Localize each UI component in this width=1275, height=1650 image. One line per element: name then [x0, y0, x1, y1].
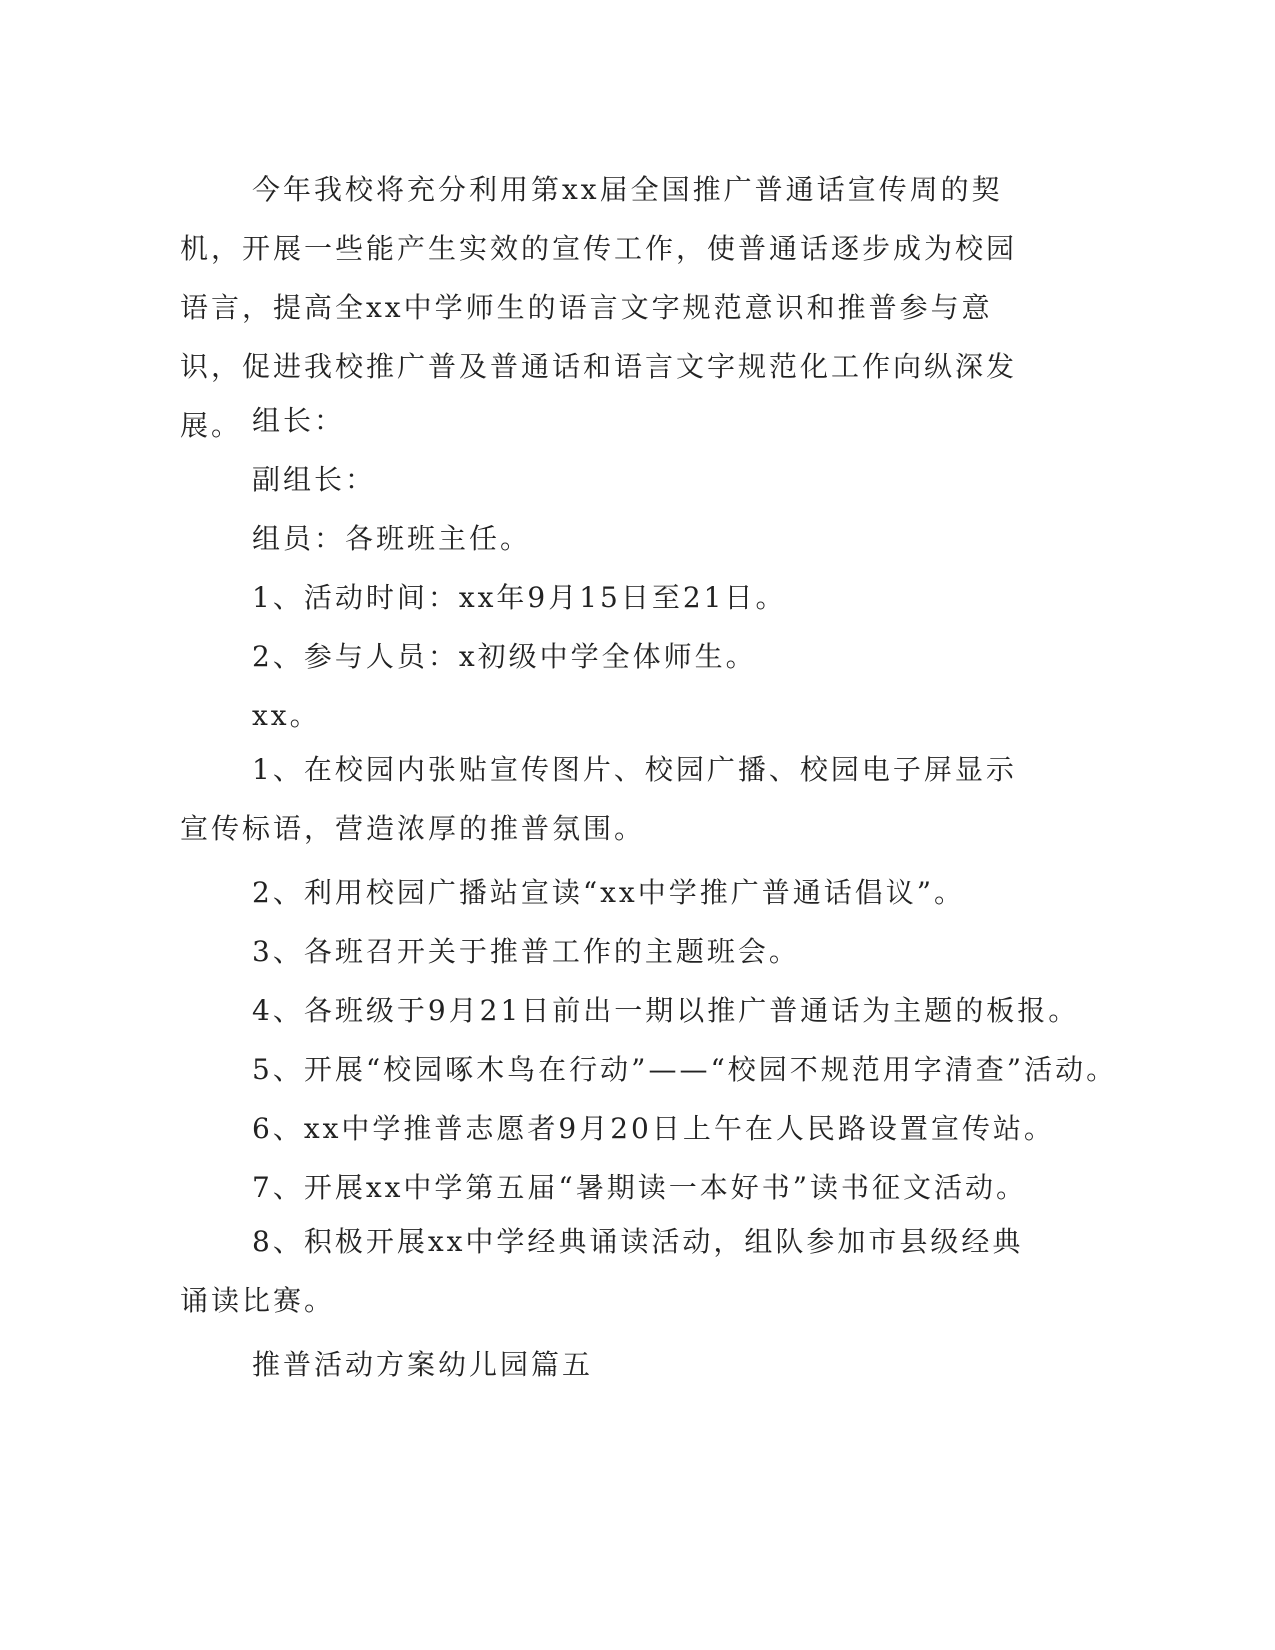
members-line: 组员：各班班主任。	[252, 522, 532, 555]
activity-item-2: 2、利用校园广播站宣读“xx中学推广普通话倡议”。	[252, 876, 966, 909]
activity-item-1: 1、在校园内张贴宣传图片、校园广播、校园电子屏显示宣传标语，营造浓厚的推普氛围。	[180, 753, 1017, 845]
activity-item-3: 3、各班召开关于推普工作的主题班会。	[252, 935, 800, 968]
activity-item-6: 6、xx中学推普志愿者9月20日上午在人民路设置宣传站。	[252, 1112, 1055, 1145]
participants-line: 2、参与人员：x初级中学全体师生。	[252, 640, 757, 673]
intro-paragraph: 今年我校将充分利用第xx届全国推广普通话宣传周的契机，开展一些能产生实效的宣传工作，使普通话逐步成为校园语言，提高全xx中学师生的语言文字规范意识和推普参与意识，促进我校推广普及普通话和语言文字规范化工作向纵深发展。	[180, 173, 1018, 442]
leader-line: 组长：	[252, 404, 346, 437]
activity-item-7: 7、开展xx中学第五届“暑期读一本好书”读书征文活动。	[252, 1171, 1028, 1204]
next-section-title: 推普活动方案幼儿园篇五	[252, 1348, 594, 1381]
deputy-leader-line: 副组长：	[252, 463, 377, 496]
activity-item-5: 5、开展“校园啄木鸟在行动”——“校园不规范用字清查”活动。	[252, 1053, 1118, 1086]
activity-item-8: 8、积极开展xx中学经典诵读活动，组队参加市县级经典诵读比赛。	[180, 1225, 1024, 1317]
time-line: 1、活动时间：xx年9月15日至21日。	[252, 581, 787, 614]
activity-item-4: 4、各班级于9月21日前出一期以推广普通话为主题的板报。	[252, 994, 1080, 1027]
xx-line: xx。	[252, 699, 321, 732]
